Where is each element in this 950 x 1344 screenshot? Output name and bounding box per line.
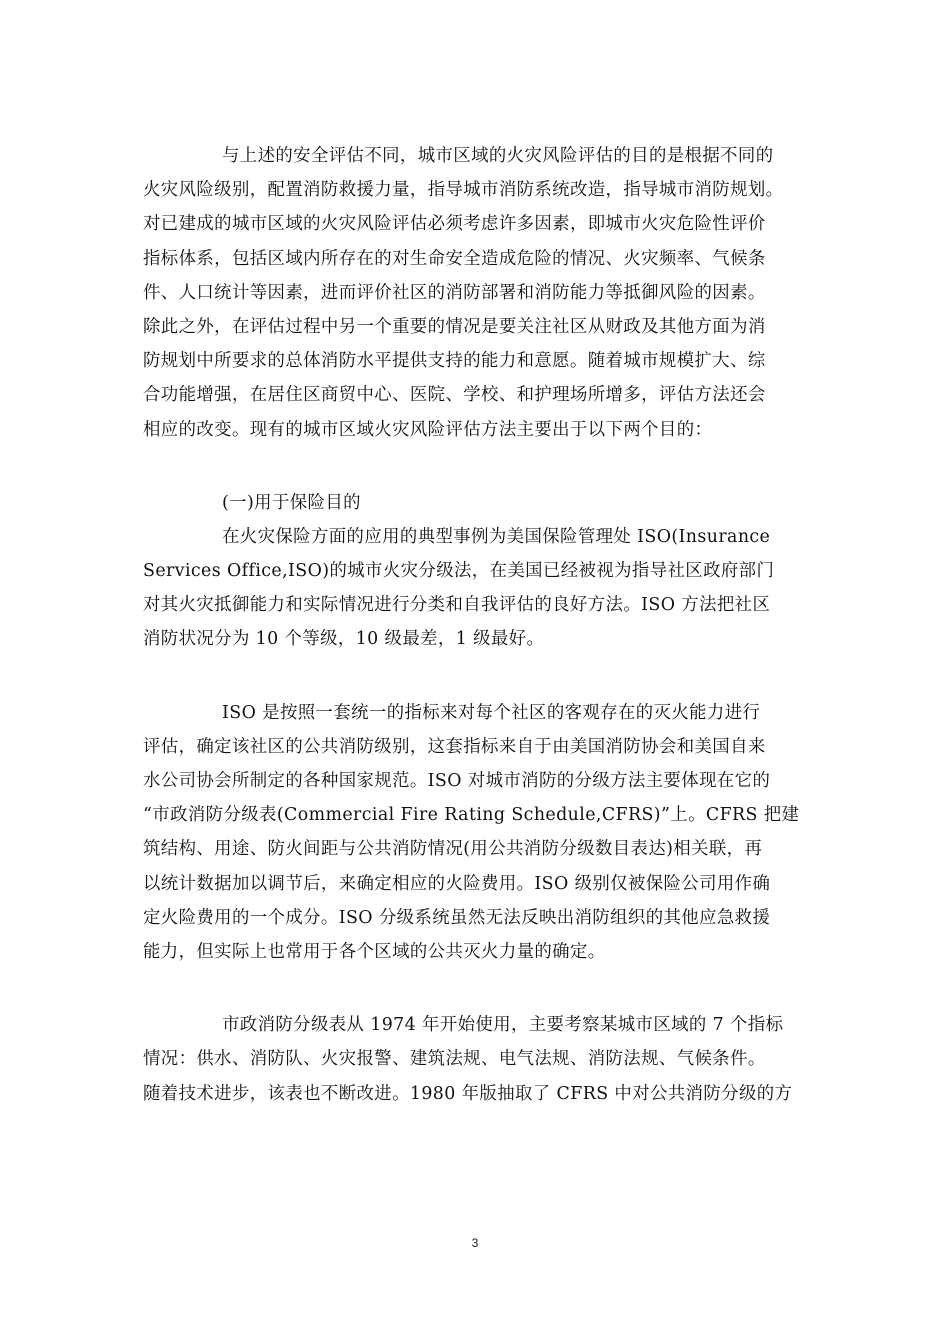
text-line: 评估，确定该社区的公共消防级别，这套指标来自于由美国消防协会和美国自来 [143,736,766,757]
text-line: Services Office,ISO)的城市火灾分级法，在美国已经被视为指导社区政府部门 [143,561,775,582]
document-body [143,139,811,1111]
paragraph-spacer [143,447,811,486]
paragraph-spacer [143,969,811,1008]
text-line: 随着技术进步，该表也不断改进。1980 年版抽取了 CFRS 中对公共消防分级的方 [143,1083,793,1104]
paragraph-spacer [143,657,811,696]
paragraph-4 [143,1008,811,1111]
text-line: 指标体系，包括区域内所存在的对生命安全造成危险的情况、火灾频率、气候条 [143,248,766,269]
text-line: 能力，但实际上也常用于各个区域的公共灭火力量的确定。 [143,941,606,962]
text-line: 定火险费用的一个成分。ISO 分级系统虽然无法反映出消防组织的其他应急救援 [143,907,771,928]
text-line: ISO 是按照一套统一的指标来对每个社区的客观存在的灭火能力进行 [222,702,761,723]
text-line: “市政消防分级表(Commercial Fire Rating Schedule,CFRS)”上。CFRS 把建 [143,805,800,826]
paragraph-2 [143,520,811,657]
text-line: 水公司协会所制定的各种国家规范。ISO 对城市消防的分级方法主要体现在它的 [143,771,771,791]
page-number: 3 [471,1236,479,1250]
paragraph-3 [143,696,811,970]
text-line: 火灾风险级别，配置消防救援力量，指导城市消防系统改造，指导城市消防规划。 [143,180,784,201]
text-line: 相应的改变。现有的城市区域火灾风险评估方法主要出于以下两个目的： [143,419,713,440]
section-heading: (一)用于保险目的 [222,492,361,513]
text-line: 在火灾保险方面的应用的典型事例为美国保险管理处 ISO(Insurance [222,526,771,547]
text-line: 与上述的安全评估不同，城市区域的火灾风险评估的目的是根据不同的 [222,146,774,166]
text-line: 防规划中所要求的总体消防水平提供支持的能力和意愿。随着城市规模扩大、综 [143,351,766,372]
text-line: 合功能增强，在居住区商贸中心、医院、学校、和护理场所增多，评估方法还会 [143,385,766,406]
text-line: 情况：供水、消防队、火灾报警、建筑法规、电气法规、消防法规、气候条件。 [143,1049,766,1070]
text-line: 对其火灾抵御能力和实际情况进行分类和自我评估的良好方法。ISO 方法把社区 [143,595,771,616]
text-line: 以统计数据加以调节后，来确定相应的火险费用。ISO 级别仅被保险公司用作确 [143,873,771,894]
text-line: 件、人口统计等因素，进而评价社区的消防部署和消防能力等抵御风险的因素。 [143,282,766,303]
text-line: 除此之外，在评估过程中另一个重要的情况是要关注社区从财政及其他方面为消 [143,316,766,337]
text-line: 筑结构、用途、防火间距与公共消防情况(用公共消防分级数目表达)相关联，再 [143,839,763,860]
paragraph-1 [143,139,811,447]
text-line: 对已建成的城市区域的火灾风险评估必须考虑许多因素，即城市火灾危险性评价 [143,214,766,235]
text-line: 市政消防分级表从 1974 年开始使用，主要考察某城市区域的 7 个指标 [222,1015,784,1036]
text-line: 消防状况分为 10 个等级，10 级最差，1 级最好。 [143,629,545,650]
